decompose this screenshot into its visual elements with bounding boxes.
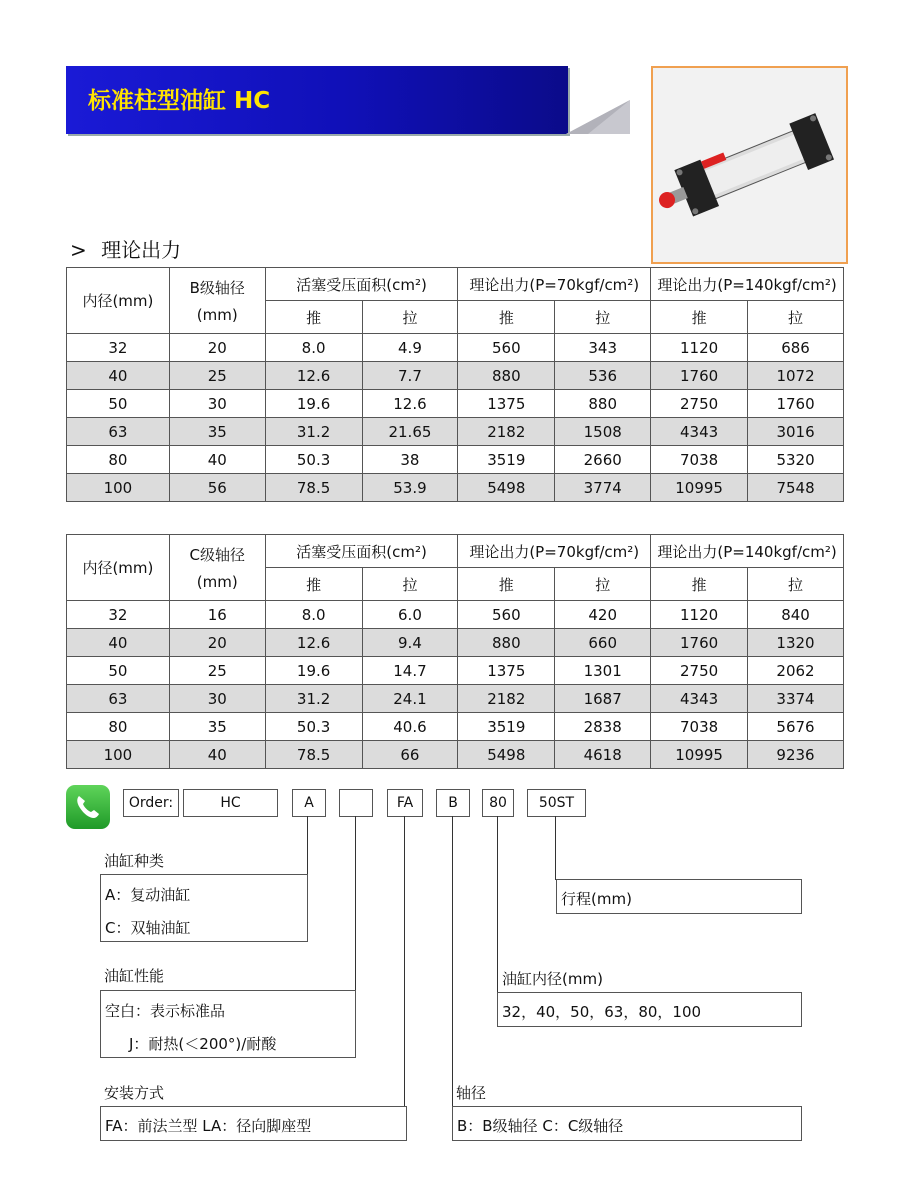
table-cell: 50 — [67, 390, 170, 418]
force-table-b — [66, 267, 844, 502]
phone-handset-icon — [66, 785, 110, 829]
table-cell: 12.6 — [362, 390, 458, 418]
rod-legend-box — [452, 1106, 802, 1141]
pull-header: 拉 — [748, 568, 844, 601]
mount-title: 安装方式 — [104, 1084, 165, 1102]
table-cell: 9.4 — [362, 629, 458, 657]
table-cell: 25 — [169, 362, 265, 390]
table-cell: 56 — [169, 474, 265, 502]
order-label: Order: — [123, 789, 179, 817]
pull-header: 拉 — [362, 301, 458, 334]
section-title: 理论出力 — [101, 238, 182, 262]
mount-legend-box — [100, 1106, 407, 1141]
connector-bore — [497, 816, 498, 992]
table-cell: 25 — [169, 657, 265, 685]
area-header: 活塞受压面积(cm²) — [265, 268, 458, 301]
table-cell: 686 — [748, 334, 844, 362]
table-cell: 100 — [67, 741, 170, 769]
table-cell: 4.9 — [362, 334, 458, 362]
table-cell: 10995 — [651, 474, 748, 502]
table-cell: 38 — [362, 446, 458, 474]
push-header: 推 — [651, 301, 748, 334]
table-cell: 1120 — [651, 601, 748, 629]
table-row — [67, 390, 844, 418]
table-cell: 7038 — [651, 713, 748, 741]
table-cell: 7.7 — [362, 362, 458, 390]
connector-performance — [355, 816, 356, 990]
table-cell: 2062 — [748, 657, 844, 685]
table-cell: 78.5 — [265, 741, 362, 769]
bore-legend-box — [497, 992, 802, 1027]
push-header: 推 — [265, 568, 362, 601]
table-cell: 8.0 — [265, 334, 362, 362]
hydraulic-cylinder-image — [653, 68, 846, 262]
table-cell: 2182 — [458, 685, 555, 713]
push-header: 推 — [265, 301, 362, 334]
table-cell: 3774 — [555, 474, 651, 502]
table-cell: 10995 — [651, 741, 748, 769]
bore-header: 内径(mm) — [67, 268, 170, 334]
table-cell: 1072 — [748, 362, 844, 390]
table-cell: 1760 — [748, 390, 844, 418]
table-row — [67, 418, 844, 446]
table-cell: 19.6 — [265, 657, 362, 685]
pull-header: 拉 — [362, 568, 458, 601]
table-row — [67, 713, 844, 741]
table-cell: 3016 — [748, 418, 844, 446]
order-code-rod: B — [436, 789, 470, 817]
table-cell: 80 — [67, 446, 170, 474]
rod-header-label: C级轴径 — [189, 546, 246, 564]
table-cell: 4343 — [651, 418, 748, 446]
table-cell: 80 — [67, 713, 170, 741]
type-a: A：复动油缸 — [105, 886, 191, 904]
table-row — [67, 334, 844, 362]
table-cell: 1375 — [458, 657, 555, 685]
order-code-model: HC — [183, 789, 278, 817]
table-cell: 4343 — [651, 685, 748, 713]
table-cell: 78.5 — [265, 474, 362, 502]
table-cell: 840 — [748, 601, 844, 629]
table-cell: 1301 — [555, 657, 651, 685]
push-header: 推 — [651, 568, 748, 601]
table-cell: 30 — [169, 390, 265, 418]
table-cell: 5320 — [748, 446, 844, 474]
table-cell: 880 — [458, 362, 555, 390]
table-cell: 32 — [67, 334, 170, 362]
type-c: C：双轴油缸 — [105, 919, 191, 937]
performance-blank: 空白：表示标准品 — [105, 1002, 226, 1020]
push-header: 推 — [458, 568, 555, 601]
table-cell: 53.9 — [362, 474, 458, 502]
pull-header: 拉 — [748, 301, 844, 334]
force-table-c — [66, 534, 844, 769]
force70-header: 理论出力(P=70kgf/cm²) — [458, 268, 651, 301]
table-cell: 14.7 — [362, 657, 458, 685]
table-cell: 7548 — [748, 474, 844, 502]
table-cell: 12.6 — [265, 629, 362, 657]
table-cell: 536 — [555, 362, 651, 390]
table-cell: 1760 — [651, 362, 748, 390]
table-cell: 3374 — [748, 685, 844, 713]
table-cell: 1120 — [651, 334, 748, 362]
order-code-type: A — [292, 789, 326, 817]
table-cell: 40 — [169, 446, 265, 474]
bore-header: 内径(mm) — [67, 535, 170, 601]
table-cell: 2182 — [458, 418, 555, 446]
performance-j: J：耐热(＜200°)/耐酸 — [129, 1035, 277, 1053]
table-cell: 4618 — [555, 741, 651, 769]
table-cell: 40.6 — [362, 713, 458, 741]
mount-text: FA：前法兰型 LA：径向脚座型 — [105, 1117, 312, 1135]
title-banner — [66, 66, 568, 134]
rod-title: 轴径 — [456, 1084, 487, 1102]
table-cell: 880 — [555, 390, 651, 418]
pull-header: 拉 — [555, 301, 651, 334]
table-row — [67, 474, 844, 502]
table-cell: 40 — [169, 741, 265, 769]
rod-header-unit: (mm) — [196, 306, 238, 324]
table-cell: 1508 — [555, 418, 651, 446]
table-cell: 19.6 — [265, 390, 362, 418]
table-cell: 5676 — [748, 713, 844, 741]
connector-rod — [452, 816, 453, 1106]
table-cell: 7038 — [651, 446, 748, 474]
table-cell: 20 — [169, 334, 265, 362]
table-cell: 40 — [67, 362, 170, 390]
table-cell: 50.3 — [265, 446, 362, 474]
table-cell: 50.3 — [265, 713, 362, 741]
table-cell: 32 — [67, 601, 170, 629]
table-cell: 6.0 — [362, 601, 458, 629]
table-cell: 1375 — [458, 390, 555, 418]
product-photo — [651, 66, 848, 264]
table-cell: 100 — [67, 474, 170, 502]
area-header: 活塞受压面积(cm²) — [265, 535, 458, 568]
table-cell: 2838 — [555, 713, 651, 741]
table-cell: 2660 — [555, 446, 651, 474]
table-cell: 35 — [169, 418, 265, 446]
rod-text: B：B级轴径 C：C级轴径 — [457, 1117, 624, 1135]
table-row — [67, 446, 844, 474]
push-header: 推 — [458, 301, 555, 334]
force70-header: 理论出力(P=70kgf/cm²) — [458, 535, 651, 568]
section-heading — [70, 234, 181, 263]
performance-legend-box — [100, 990, 356, 1058]
table-cell: 2750 — [651, 657, 748, 685]
table-cell: 63 — [67, 418, 170, 446]
table-cell: 1687 — [555, 685, 651, 713]
table-cell: 30 — [169, 685, 265, 713]
table-row — [67, 657, 844, 685]
table-row — [67, 741, 844, 769]
table-cell: 31.2 — [265, 685, 362, 713]
performance-title: 油缸性能 — [104, 967, 165, 985]
chevron-right-icon: > — [70, 238, 87, 262]
table-row — [67, 629, 844, 657]
table-cell: 16 — [169, 601, 265, 629]
rod-header-label: B级轴径 — [189, 279, 245, 297]
force140-header: 理论出力(P=140kgf/cm²) — [651, 535, 844, 568]
stroke-text: 行程(mm) — [561, 890, 632, 908]
bore-title: 油缸内径(mm) — [502, 970, 603, 988]
table-cell: 880 — [458, 629, 555, 657]
table-row — [67, 685, 844, 713]
table-cell: 35 — [169, 713, 265, 741]
table-cell: 1320 — [748, 629, 844, 657]
table-cell: 3519 — [458, 713, 555, 741]
table-cell: 5498 — [458, 741, 555, 769]
table-cell: 343 — [555, 334, 651, 362]
table-row — [67, 601, 844, 629]
table-cell: 20 — [169, 629, 265, 657]
table-cell: 560 — [458, 334, 555, 362]
table-cell: 1760 — [651, 629, 748, 657]
order-code-bore: 80 — [482, 789, 514, 817]
bore-text: 32，40，50，63，80，100 — [502, 1003, 702, 1021]
table-cell: 2750 — [651, 390, 748, 418]
table-cell: 560 — [458, 601, 555, 629]
table-cell: 420 — [555, 601, 651, 629]
banner-tail-shape — [566, 98, 632, 136]
force140-header: 理论出力(P=140kgf/cm²) — [651, 268, 844, 301]
page-title: 标准柱型油缸 HC — [88, 88, 271, 114]
table-row — [67, 362, 844, 390]
table-cell: 63 — [67, 685, 170, 713]
table-cell: 12.6 — [265, 362, 362, 390]
rod-header — [169, 268, 265, 334]
table-cell: 21.65 — [362, 418, 458, 446]
stroke-legend-box — [556, 879, 802, 914]
table-cell: 8.0 — [265, 601, 362, 629]
table-cell: 24.1 — [362, 685, 458, 713]
table-cell: 66 — [362, 741, 458, 769]
table-cell: 50 — [67, 657, 170, 685]
pull-header: 拉 — [555, 568, 651, 601]
order-code-stroke: 50ST — [527, 789, 586, 817]
table-cell: 3519 — [458, 446, 555, 474]
type-title: 油缸种类 — [104, 852, 165, 870]
table-cell: 660 — [555, 629, 651, 657]
connector-stroke — [555, 816, 556, 880]
connector-mount — [404, 816, 405, 1106]
type-legend-box — [100, 874, 308, 942]
phone-icon — [66, 785, 110, 829]
table-cell: 31.2 — [265, 418, 362, 446]
order-code-performance — [339, 789, 373, 817]
table-cell: 5498 — [458, 474, 555, 502]
table-cell: 40 — [67, 629, 170, 657]
rod-header — [169, 535, 265, 601]
order-code-mount: FA — [387, 789, 423, 817]
rod-header-unit: (mm) — [196, 573, 238, 591]
table-cell: 9236 — [748, 741, 844, 769]
